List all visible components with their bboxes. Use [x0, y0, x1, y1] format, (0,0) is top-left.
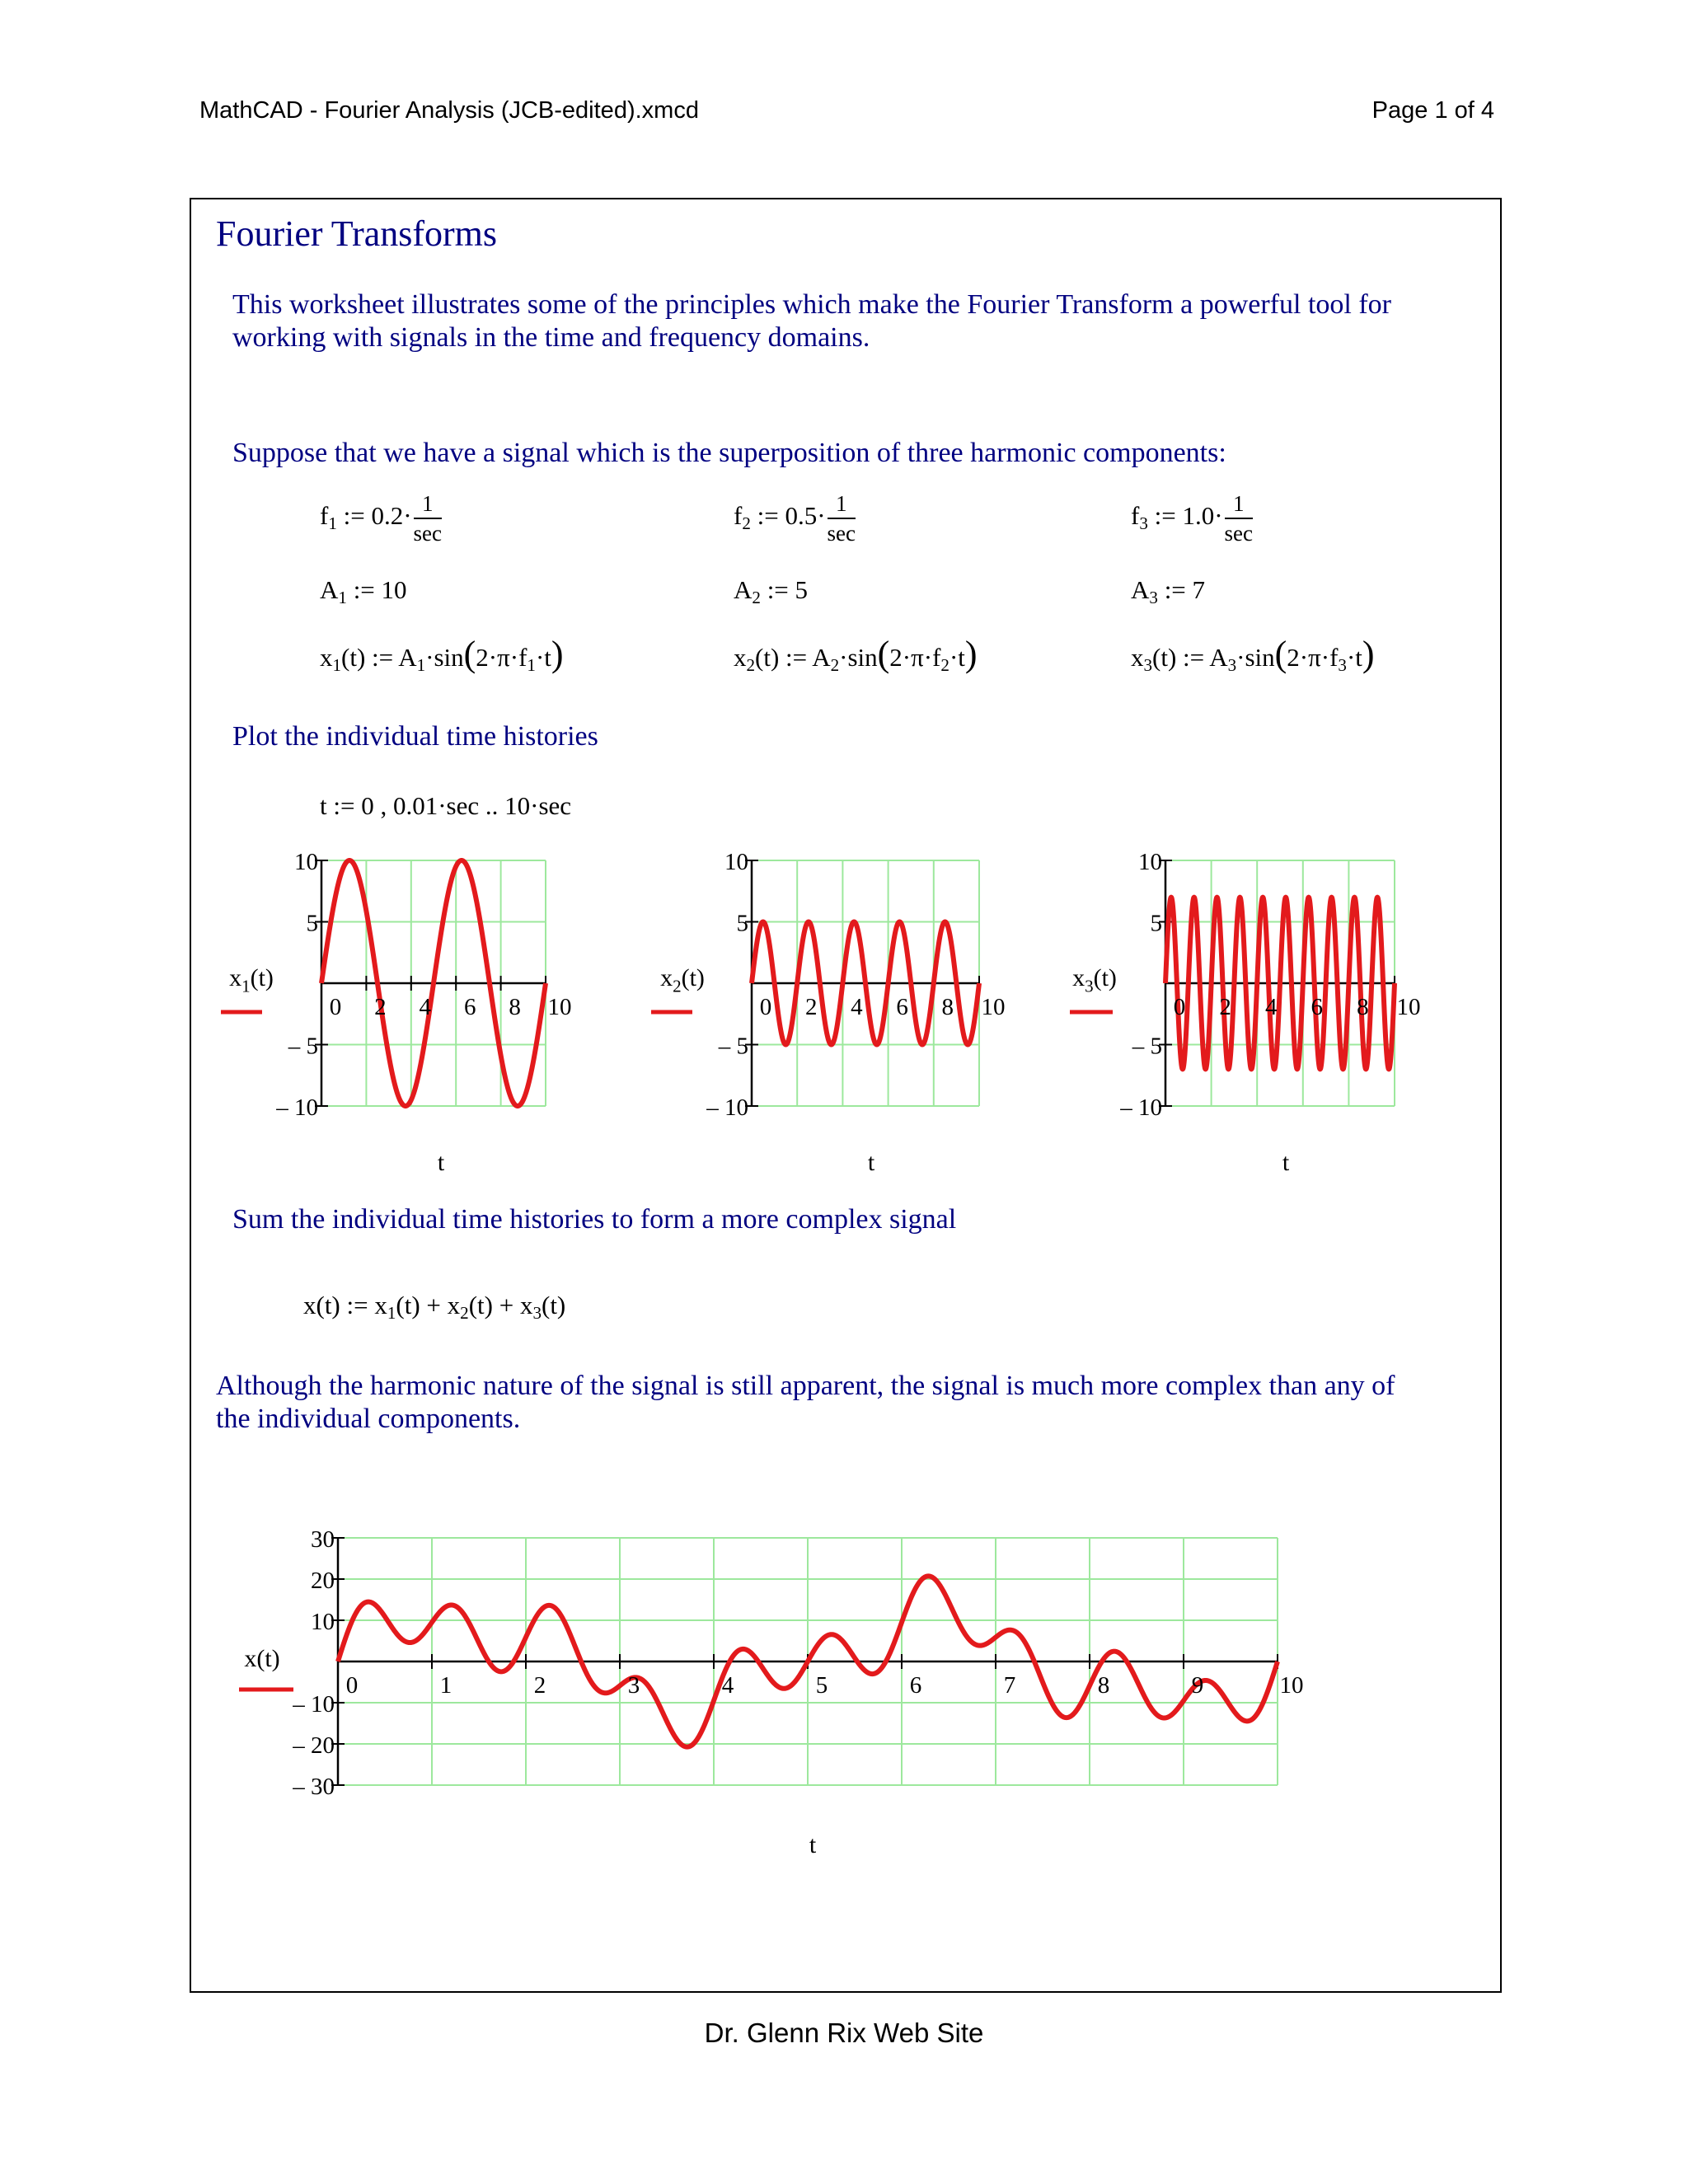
- plot3-trace: [1165, 898, 1395, 1070]
- plot3-y-tick-label-3: – 10: [1120, 1094, 1162, 1121]
- plot4-x-tick-label-5: 5: [815, 1672, 828, 1699]
- x1-definition: $x_1(t)$ := $A_1\cdot\sin(2\cdot\pi\cdot f_1\cdot t)$: [320, 634, 564, 675]
- plot2-x-tick-label-4: 8: [941, 994, 954, 1020]
- document-header-title: MathCAD - Fourier Analysis (JCB-edited).xmcd: [199, 97, 699, 124]
- x3-definition: $x_3(t)$ := $A_3\cdot\sin(2\cdot\pi\cdot f_3\cdot t)$: [1131, 634, 1375, 675]
- suppose-text: Suppose that we have a signal which is the superposition of three harmonic components:: [232, 438, 1226, 468]
- plot3-y-tick-label-1: 5: [1150, 910, 1162, 937]
- x2-definition: $x_2(t)$ := $A_2\cdot\sin(2\cdot\pi\cdot f_2\cdot t)$: [734, 634, 978, 675]
- plot4-y-tick-label-5: – 30: [293, 1774, 335, 1800]
- plot4-y-tick-label-4: – 20: [293, 1732, 335, 1759]
- plot3-y-tick-label-2: – 5: [1132, 1033, 1162, 1060]
- plot1-y-axis-label: $x_1(t)$: [229, 964, 274, 996]
- range-definition: t := 0 , 0.01·sec .. 10·sec: [320, 791, 572, 820]
- page-number: Page 1 of 4: [1372, 97, 1494, 124]
- plot4-y-tick-label-2: 10: [311, 1609, 335, 1635]
- plot4-x-tick-label-6: 6: [909, 1672, 922, 1699]
- plot1-x-tick-label-1: 2: [374, 994, 387, 1020]
- plot2-x-tick-label-2: 4: [851, 994, 863, 1020]
- plot2-x-axis-label: t: [867, 1149, 875, 1176]
- plot2-y-axis-label: $x_2(t)$: [660, 964, 705, 996]
- f2-definition: $f_2$ := 0.5· $\frac{1}{\sec}$: [734, 491, 856, 546]
- intro-line-2: working with signals in the time and frequency domains.: [232, 322, 870, 353]
- plot4-y-tick-label-3: – 10: [293, 1691, 335, 1718]
- plot2-y-tick-label-2: – 5: [718, 1033, 748, 1060]
- f3-definition: $f_3$ := 1.0· $\frac{1}{\sec}$: [1131, 491, 1254, 546]
- plot4-x-tick-label-0: 0: [345, 1672, 359, 1699]
- plot1-y-tick-label-2: – 5: [288, 1033, 318, 1060]
- plot3-x-tick-label-3: 6: [1311, 994, 1324, 1020]
- sum-text: Sum the individual time histories to form a more complex signal: [232, 1204, 957, 1235]
- plot4-x-tick-label-7: 7: [1003, 1672, 1016, 1699]
- plot4-x-axis-label: t: [809, 1831, 817, 1858]
- plot2-y-tick-label-3: – 10: [706, 1094, 748, 1121]
- although-line-1: Although the harmonic nature of the signal is still apparent, the signal is much more complex than any of: [216, 1371, 1395, 1401]
- plot1-y-tick-label-3: – 10: [276, 1094, 318, 1121]
- f1-definition: $f_1$ := 0.2· $\frac{1}{\sec}$: [320, 491, 443, 546]
- plot2-y-tick-label-0: 10: [724, 849, 748, 875]
- plot4-x-tick-label-3: 3: [627, 1672, 640, 1699]
- plot1-x-tick-label-5: 10: [547, 994, 572, 1020]
- plot4-x-tick-label-1: 1: [439, 1672, 452, 1699]
- plot4-x-tick-label-10: 10: [1279, 1672, 1304, 1699]
- plot1-y-tick-label-0: 10: [294, 849, 318, 875]
- plot-individual-text: Plot the individual time histories: [232, 721, 598, 752]
- plot2-x-tick-label-5: 10: [981, 994, 1006, 1020]
- a1-definition: $A_1$ := 10: [320, 575, 407, 607]
- plot3-y-tick-label-0: 10: [1138, 849, 1162, 875]
- plot1-x-tick-label-2: 4: [419, 994, 432, 1020]
- footer-text: Dr. Glenn Rix Web Site: [704, 2018, 984, 2048]
- plot3-x-tick-label-0: 0: [1173, 994, 1186, 1020]
- plot3-x-tick-label-4: 8: [1357, 994, 1369, 1020]
- plot1-x-tick-label-4: 8: [509, 994, 521, 1020]
- plot3-x-tick-label-5: 10: [1396, 994, 1421, 1020]
- a3-definition: $A_3$ := 7: [1131, 575, 1206, 607]
- plot1-x-tick-label-3: 6: [463, 994, 476, 1020]
- plot3-x-tick-label-2: 4: [1264, 994, 1278, 1020]
- plot4-x-tick-label-8: 8: [1097, 1672, 1110, 1699]
- plot4-y-tick-label-0: 30: [311, 1526, 335, 1553]
- plot1-y-tick-label-1: 5: [306, 910, 318, 937]
- plot4-x-tick-label-2: 2: [533, 1672, 546, 1699]
- plot1-x-tick-label-0: 0: [329, 994, 342, 1020]
- plot3-x-axis-label: t: [1282, 1149, 1290, 1176]
- intro-line-1: This worksheet illustrates some of the principles which make the Fourier Transform a powerful tool for: [232, 289, 1391, 320]
- plot2-x-tick-label-1: 2: [804, 994, 818, 1020]
- plot3-y-axis-label: $x_3(t)$: [1072, 964, 1117, 996]
- plot2-x-tick-label-3: 6: [896, 994, 908, 1020]
- plot3-x-tick-label-1: 2: [1219, 994, 1231, 1020]
- plot2-y-tick-label-1: 5: [736, 910, 748, 937]
- although-line-2: the individual components.: [216, 1404, 521, 1434]
- page-title: Fourier Transforms: [216, 213, 498, 254]
- plot4-x-tick-label-4: 4: [721, 1672, 734, 1699]
- sum-definition: x(t) := $x_1(t) + x_2(t) + x_3(t)$: [303, 1291, 566, 1323]
- plot4-y-axis-label: x(t): [244, 1645, 280, 1672]
- plot4-x-tick-label-9: 9: [1191, 1672, 1204, 1699]
- plot2-x-tick-label-0: 0: [759, 994, 772, 1020]
- a2-definition: $A_2$ := 5: [734, 575, 809, 607]
- plot4-y-tick-label-1: 20: [311, 1568, 335, 1594]
- plot1-x-axis-label: t: [437, 1149, 445, 1176]
